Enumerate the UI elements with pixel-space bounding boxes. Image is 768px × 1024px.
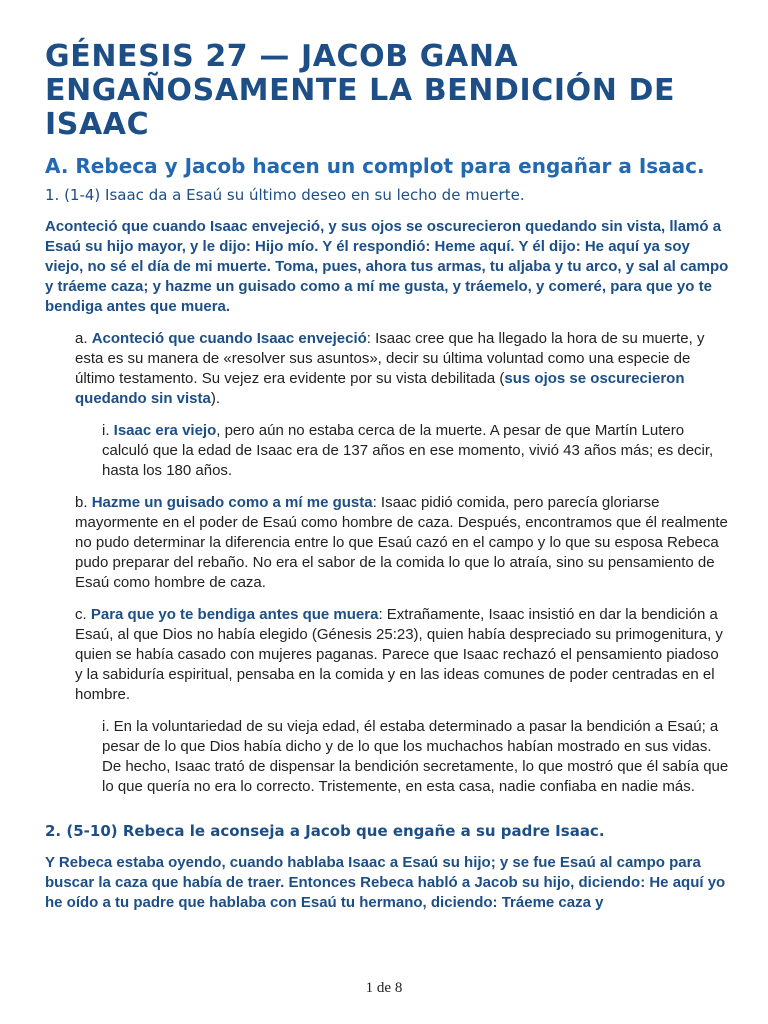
point-highlight: Aconteció que cuando Isaac envejeció xyxy=(91,330,367,347)
point-text: : Isaac cree que ha llegado la hora de su muerte, y esta es su manera de «resolver sus asuntos», decir su última voluntad como una especie de último testamento. Su vejez era evidente por su vista debilitada ( xyxy=(75,330,705,387)
point-marker: i. xyxy=(102,422,114,439)
document-page xyxy=(45,40,730,913)
page-number: 1 de 8 xyxy=(365,980,403,996)
scripture-passage-1: Aconteció que cuando Isaac envejeció, y sus ojos se oscurecieron quedando sin vista, llamó a Esaú su hijo mayor, y le dijo: Hijo mío. Y él respondió: Heme aquí. Y él dijo: He aquí ya soy viejo, no sé el día de mi muerte. Toma, pues, ahora tus armas, tu aljaba y tu arco, y sal al campo y tráeme caza; y hazme un guisado como a mí me gusta, y tráemelo, y comeré, para que yo te bendiga antes que muera. xyxy=(45,218,729,315)
point-highlight: sus ojos se oscurecieron quedando sin vista xyxy=(75,370,685,407)
point-a-i xyxy=(45,421,730,481)
point-c-i xyxy=(45,717,730,797)
point-marker: i. xyxy=(102,718,114,735)
page-title: GÉNESIS 27 — JACOB GANA ENGAÑOSAMENTE LA BENDICIÓN DE ISAAC xyxy=(45,39,676,142)
point-highlight: Para que yo te bendiga antes que muera xyxy=(90,606,379,623)
scripture-passage-2: Y Rebeca estaba oyendo, cuando hablaba Isaac a Esaú su hijo; y se fue Esaú al campo para buscar la caza que había de traer. Entonces Rebeca habló a Jacob su hijo, diciendo: He aquí yo he oído a tu padre que hablaba con Esaú tu hermano, diciendo: Tráeme caza y xyxy=(45,854,726,911)
point-text: ). xyxy=(210,390,221,407)
point-highlight: Isaac era viejo xyxy=(113,422,217,439)
point-marker: a. xyxy=(75,330,92,347)
point-text: : Isaac pidió comida, pero parecía gloriarse mayormente en el poder de Esaú como hombre de caza. Después, encontramos que él realmente no pudo determinar la diferencia entre lo que Esaú cazó en el campo y lo que su esposa Rebeca pudo preparar del rebaño. No era el sabor de la comida lo que lo atraía, sino su pensamiento de Esaú como hombre de caza. xyxy=(75,494,728,591)
point-c xyxy=(45,605,730,705)
point-text: : Extrañamente, Isaac insistió en dar la bendición a Esaú, al que Dios no había elegido (Génesis 25:23), quien había despreciado su primogenitura, y quien se había casado con mujeres paganas. Parece que Isaac rechazó el pensamiento piadoso y la sabiduría espiritual, pensaba en la comida y en las ideas comunes de poder centradas en el hombre. xyxy=(75,606,723,703)
point-a xyxy=(45,329,730,409)
point-marker: b. xyxy=(75,494,92,511)
point-text: En la voluntariedad de su vieja edad, él estaba determinado a pasar la bendición a Esaú; a pesar de lo que Dios había dicho y de lo que los muchachos habían mostrado en sus vidas. De hecho, Isaac trató de dispensar la bendición secretamente, lo que mostró que él sabía que lo que quería no era lo correcto. Tristemente, en esta casa, nadie confiaba en nadie más. xyxy=(102,718,729,795)
point-marker: c. xyxy=(75,606,91,623)
point-b xyxy=(45,493,730,593)
point-text: , pero aún no estaba cerca de la muerte. A pesar de que Martín Lutero calculó que la edad de Isaac era de 137 años en ese momento, vivió 43 años más; es decir, hasta los 180 años. xyxy=(102,422,714,479)
subsection-heading-2: 2. (5-10) Rebeca le aconseja a Jacob que engañe a su padre Isaac. xyxy=(45,822,605,840)
subsection-heading-1: 1. (1-4) Isaac da a Esaú su último deseo en su lecho de muerte. xyxy=(45,186,525,204)
section-heading-a: A. Rebeca y Jacob hacen un complot para engañar a Isaac. xyxy=(45,154,705,178)
point-highlight: Hazme un guisado como a mí me gusta xyxy=(91,494,373,511)
